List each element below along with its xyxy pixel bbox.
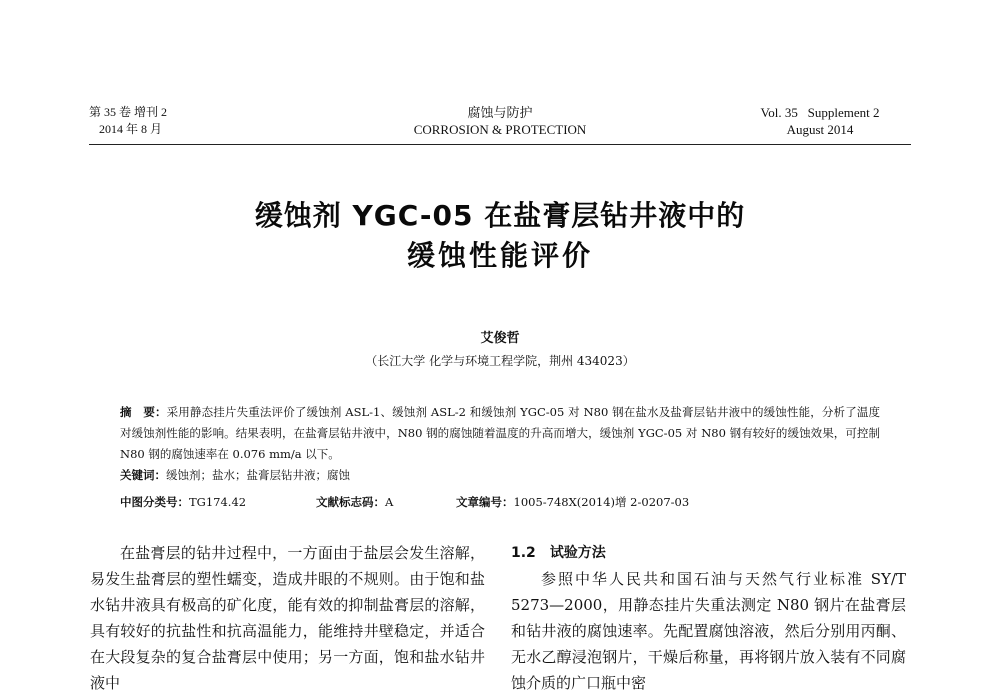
keywords [120,467,880,483]
keywords-text: 缓蚀剂；盐水；盐膏层钻井液；腐蚀 [166,468,350,482]
intro-paragraph: 在盐膏层的钻井过程中，一方面由于盐层会发生溶解，易发生盐膏层的塑性蠕变，造成井眼的不规则。由于饱和盐水钻井液具有极高的矿化度，能有效的抑制盐膏层的溶解，具有较好的抗盐性和抗高温能力，能维持井壁稳定，并适合在大段复杂的复合盐膏层中使用；另一方面，饱和盐水钻井液中 [90,544,485,692]
classification-row [120,494,880,510]
publication-date-en: August 2014 [786,122,854,137]
running-header-volume-en [720,104,920,138]
paper-title-line1: 缓蚀剂 YGC-05 在盐膏层钻井液中的 [254,199,746,232]
document-code-value: A [385,495,394,509]
abstract-text: 采用静态挂片失重法评价了缓蚀剂 ASL-1、缓蚀剂 ASL-2 和缓蚀剂 YGC-05 对 N80 钢在盐水及盐膏层钻井液中的缓蚀性能，分析了温度对缓蚀剂性能的影响。结果表明，在盐膏层钻井液中，N80 钢的腐蚀随着温度的升高而增大，缓蚀剂 YGC-05 对 N80 钢有较好的缓蚀效果，可控制 N80 钢的腐蚀速率在 0.076 mm/a 以下。 [120,405,881,461]
body-column-right [511,540,906,696]
volume-issue: 第 35 卷 增刊 2 [89,105,168,119]
document-code [316,494,456,510]
volume-supplement-en: Vol. 35 Supplement 2 [760,105,880,120]
section-heading [511,540,906,566]
author-name: 艾俊哲 [480,331,520,346]
clc-label: 中图分类号： [120,495,189,509]
header-divider [89,144,911,145]
abstract-label: 摘 要： [120,405,167,419]
paper-title-line2: 缓蚀性能评价 [406,239,593,272]
author-affiliation: （长江大学 化学与环境工程学院，荆州 434023） [365,354,635,368]
keywords-label: 关键词： [120,468,166,482]
article-number [456,494,689,510]
article-number-value: 1005-748X(2014)增 2-0207-03 [513,495,690,509]
journal-name-en: CORROSION & PROTECTION [413,122,587,137]
abstract [120,402,880,465]
clc-number [120,494,316,510]
journal-name-cn: 腐蚀与防护 [467,105,533,120]
publication-date-cn: 2014 年 8 月 [99,122,163,136]
method-paragraph: 参照中华人民共和国石油与天然气行业标准 SY/T 5273—2000，用静态挂片失重法测定 N80 钢片在盐膏层和钻井液的腐蚀速率。先配置腐蚀溶液，然后分别用丙酮、无水乙醇浸泡钢片，干燥后称量，再将钢片放入装有不同腐蚀介质的广口瓶中密 [511,570,906,692]
section-number: 1.2 [511,545,536,561]
section-title: 试验方法 [549,545,606,561]
paper-title [150,196,850,276]
running-header-journal [380,104,620,138]
document-code-label: 文献标志码： [316,495,385,509]
abstract-block [120,402,880,483]
running-header-volume [89,104,167,138]
clc-value: TG174.42 [189,495,247,509]
article-number-label: 文章编号： [456,495,514,509]
body-column-left [90,540,485,696]
